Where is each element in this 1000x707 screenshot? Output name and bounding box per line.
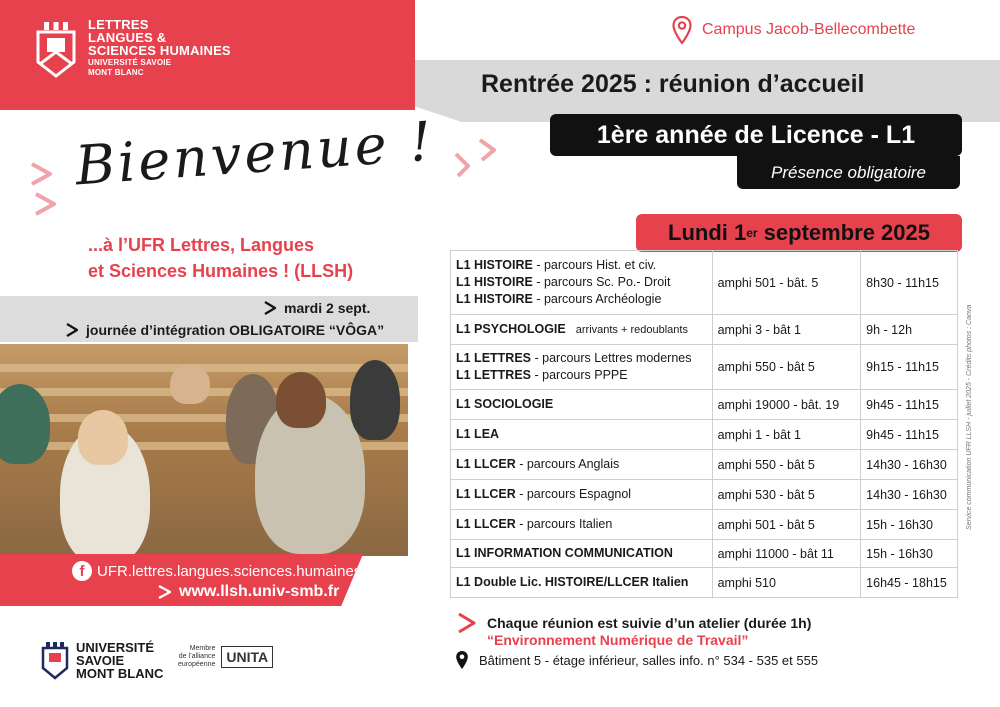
time-cell: 16h45 - 18h15 (861, 568, 958, 598)
room-cell: amphi 501 - bât. 5 (712, 251, 861, 315)
room-cell: amphi 1 - bât 1 (712, 420, 861, 450)
course-line (456, 396, 707, 413)
event-day (262, 300, 370, 316)
time-cell: 9h45 - 11h15 (861, 420, 958, 450)
course-name: L1 LLCER (456, 487, 516, 501)
time-cell: 15h - 16h30 (861, 540, 958, 568)
course-name: L1 LEA (456, 427, 500, 441)
course-line (456, 291, 707, 308)
course-cell (451, 390, 713, 420)
logo-line2: LANGUES & (88, 30, 167, 45)
room-cell: amphi 550 - bât 5 (712, 345, 861, 390)
website-link[interactable] (156, 583, 339, 601)
usmb-line1: UNIVERSITÉ (76, 639, 155, 655)
event-day-label: mardi 2 sept. (284, 300, 371, 316)
unita-caption (178, 645, 215, 669)
date-post: septembre 2025 (757, 220, 930, 245)
date-banner (636, 214, 962, 252)
room-cell: amphi 501 - bât 5 (712, 510, 861, 540)
logo-line4: UNIVERSITÉ SAVOIE (88, 58, 172, 67)
shield-logo-icon (34, 18, 78, 80)
course-track: - parcours Lettres modernes (531, 351, 692, 365)
time-cell: 9h45 - 11h15 (861, 390, 958, 420)
course-line (456, 516, 707, 533)
table-row (451, 345, 958, 390)
workshop-location (455, 650, 818, 670)
room-cell: amphi 3 - bât 1 (712, 315, 861, 345)
facebook-icon: f (72, 561, 92, 581)
course-track: - parcours Archéologie (532, 292, 662, 306)
campus-location (672, 16, 915, 44)
welcome-line2: et Sciences Humaines ! (LLSH) (88, 261, 354, 281)
table-row (451, 390, 958, 420)
course-name: L1 HISTOIRE (456, 292, 533, 306)
course-cell (451, 480, 713, 510)
course-track: - parcours Espagnol (515, 487, 632, 501)
logo-line5: MONT BLANC (88, 68, 144, 77)
chevron-right-icon (455, 612, 479, 634)
unita-wordmark: UNITA (221, 646, 273, 668)
course-line (456, 350, 707, 367)
llsh-logo[interactable] (34, 18, 231, 80)
usmb-text (76, 641, 163, 680)
date-pre: Lundi 1 (668, 220, 747, 245)
course-line (456, 486, 707, 503)
course-cell (451, 420, 713, 450)
time-cell: 15h - 16h30 (861, 510, 958, 540)
course-track: - parcours Hist. et civ. (532, 258, 657, 272)
table-row (451, 420, 958, 450)
course-track: - parcours Sc. Po.- Droit (532, 275, 671, 289)
course-cell (451, 510, 713, 540)
course-name: L1 Double Lic. HISTOIRE/LLCER Italien (456, 575, 689, 589)
welcome-line1: ...à l’UFR Lettres, Langues (88, 235, 315, 255)
course-name: L1 INFORMATION COMMUNICATION (456, 546, 673, 560)
event-integration-label: journée d’intégration OBLIGATOIRE “VÔGA” (86, 322, 385, 338)
chevron-right-icon (156, 584, 174, 600)
unita-line2: de l’alliance (178, 653, 216, 660)
room-cell: amphi 550 - bât 5 (712, 450, 861, 480)
table-row (451, 568, 958, 598)
workshop-line1 (455, 612, 818, 634)
course-name: L1 LETTRES (456, 368, 532, 382)
table-row (451, 315, 958, 345)
unita-logo[interactable] (178, 645, 273, 669)
course-note: arrivants + redoublants (575, 323, 688, 336)
logo-text (88, 18, 231, 77)
room-cell: amphi 19000 - bât. 19 (712, 390, 861, 420)
course-line (456, 456, 707, 473)
location-pin-icon (672, 16, 692, 44)
workshop-note (455, 612, 818, 670)
event-integration (64, 322, 384, 338)
chevron-decor-icon (28, 160, 62, 220)
course-name: L1 LETTRES (456, 351, 532, 365)
course-track: - parcours PPPE (531, 368, 628, 382)
room-cell: amphi 11000 - bât 11 (712, 540, 861, 568)
chevron-right-icon (64, 322, 80, 338)
course-cell (451, 540, 713, 568)
course-line (456, 321, 707, 339)
table-row (451, 480, 958, 510)
time-cell: 9h15 - 11h15 (861, 345, 958, 390)
course-line (456, 545, 707, 562)
welcome-text (88, 232, 353, 284)
course-name: L1 PSYCHOLOGIE (456, 321, 566, 336)
course-name: L1 LLCER (456, 457, 516, 471)
schedule-table (450, 250, 958, 598)
location-pin-icon (455, 650, 469, 670)
mandatory-banner: Présence obligatoire (737, 156, 960, 189)
course-cell (451, 345, 713, 390)
course-line (456, 426, 707, 443)
course-line (456, 367, 707, 384)
workshop-text: Chaque réunion est suivie d’un atelier (durée 1h) (487, 615, 812, 631)
usmb-line2: SAVOIE (76, 652, 125, 668)
facebook-label: UFR.lettres.langues.sciences.humaines (97, 562, 362, 580)
page-title: Rentrée 2025 : réunion d’accueil (481, 70, 865, 98)
bienvenue-title: Bienvenue ! (73, 109, 437, 198)
time-cell: 14h30 - 16h30 (861, 450, 958, 480)
course-name: L1 SOCIOLOGIE (456, 397, 554, 411)
course-cell (451, 568, 713, 598)
time-cell: 14h30 - 16h30 (861, 480, 958, 510)
time-cell: 8h30 - 11h15 (861, 251, 958, 315)
course-line (456, 274, 707, 291)
room-cell: amphi 510 (712, 568, 861, 598)
facebook-link[interactable] (72, 561, 361, 581)
chevron-decor-icon (450, 132, 510, 182)
time-cell: 9h - 12h (861, 315, 958, 345)
students-photo (0, 344, 408, 556)
course-line (456, 257, 707, 274)
program-banner: 1ère année de Licence - L1 (550, 114, 962, 156)
usmb-logo[interactable] (40, 640, 163, 680)
usmb-line3: MONT BLANC (76, 665, 164, 681)
course-line (456, 574, 707, 591)
course-name: L1 LLCER (456, 517, 516, 531)
room-cell: amphi 530 - bât 5 (712, 480, 861, 510)
table-row (451, 251, 958, 315)
shield-logo-icon (40, 640, 70, 680)
course-cell (451, 450, 713, 480)
course-track: - parcours Italien (515, 517, 613, 531)
date-sup: er (746, 226, 758, 240)
logo-line3: SCIENCES HUMAINES (88, 43, 231, 58)
table-row (451, 510, 958, 540)
table-row (451, 450, 958, 480)
logo-line1: LETTRES (88, 17, 149, 32)
workshop-location-text: Bâtiment 5 - étage inférieur, salles info. n° 534 - 535 et 555 (479, 652, 819, 668)
course-cell (451, 251, 713, 315)
table-row (451, 540, 958, 568)
campus-label: Campus Jacob-Bellecombette (702, 21, 916, 38)
unita-line1: Membre (189, 645, 216, 652)
course-track: - parcours Anglais (515, 457, 620, 471)
course-name: L1 HISTOIRE (456, 258, 533, 272)
workshop-title: “Environnement Numérique de Travail” (487, 632, 749, 648)
website-label: www.llsh.univ-smb.fr (179, 583, 340, 600)
course-name: L1 HISTOIRE (456, 275, 533, 289)
unita-line3: européenne (178, 661, 216, 668)
chevron-right-icon (262, 300, 278, 316)
photo-credits: Service communication UFR LLSH - juillet 2025 - Crédits photos : Canva (966, 304, 973, 530)
course-cell (451, 315, 713, 345)
